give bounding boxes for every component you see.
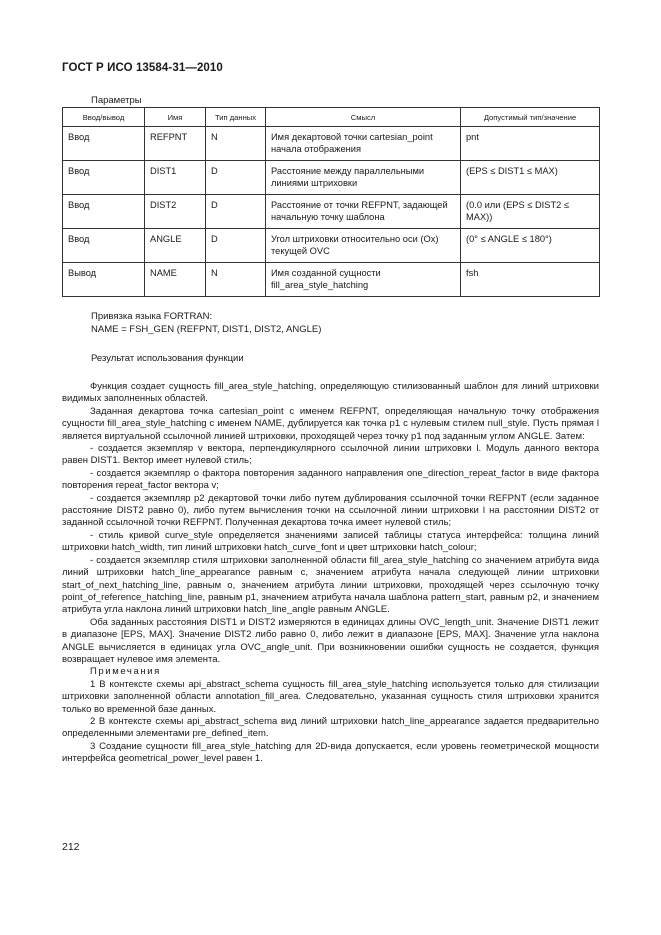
fortran-code: NAME = FSH_GEN (REFPNT, DIST1, DIST2, ANGLE) bbox=[91, 323, 322, 335]
body-paragraph: - создается экземпляр v вектора, перпендикулярного ссылочной линии штриховки l. Модуль данного вектора равен DIST1. Вектор имеет нулевой стиль; bbox=[62, 443, 599, 467]
cell-meaning: Имя созданной сущности fill_area_style_hatching bbox=[266, 263, 461, 297]
cell-name: REFPNT bbox=[145, 127, 206, 161]
body-paragraph: - стиль кривой curve_style определяется значениями записей таблицы статуса интерфейса: толщина линий штриховки hatch_width, тип линий штриховки hatch_curve_font и цвет штриховки hatch_colour; bbox=[62, 529, 599, 554]
cell-io: Ввод bbox=[63, 161, 145, 195]
note-item: 3 Создание сущности fill_area_style_hatching для 2D-вида допускается, если уровень геометрической мощности интерфейса geometrical_power_level равен 1. bbox=[62, 740, 599, 765]
cell-meaning: Расстояние от точки REFPNT, задающей начальную точку шаблона bbox=[266, 195, 461, 229]
cell-io: Ввод bbox=[63, 229, 145, 263]
body-paragraph: Заданная декартова точка cartesian_point с именем REFPNT, определяющая начальную точку отображения сущности fill_area_style_hatching с именем NAME, дублируется как точка p1 с нулевым стилем null_style. Пусть прямая l является виртуальной ссылочной линией штриховки, проходящей через точку p1 под заданным углом ANGLE. Затем: bbox=[62, 405, 599, 442]
table-row bbox=[63, 161, 600, 195]
body-paragraph: - создается экземпляр стиля штриховки заполненной области fill_area_style_hatching со значением атрибута вида линий штриховки hatch_line_appearance равным c, значением атрибута начала следующей линии штриховки start_of_next_hatching_line, равным o, значением атрибута линии штриховки, проходящей через ссылочную точку point_of_reference_hatching_line, равным p1, значением атрибута начала шаблона pattern_start, равным p2, и значением атрибута угла наклона линий штриховки hatch_line_angle равным ANGLE. bbox=[62, 554, 599, 616]
body-paragraph: - создается экземпляр p2 декартовой точки либо путем дублирования ссылочной точки REFPNT (если заданное расстояние DIST2 равно 0), либо путем вычисления точки на ссылочной линии штриховки l на расстоянии DIST2 от заданной ссылочной точки REFPNT. Полученная декартова точка имеет нулевой стиль; bbox=[62, 492, 599, 529]
table-header-row bbox=[63, 108, 600, 127]
cell-allowed: fsh bbox=[461, 263, 600, 297]
cell-meaning: Угол штриховки относительно оси (Ox) текущей OVC bbox=[266, 229, 461, 263]
cell-name: DIST1 bbox=[145, 161, 206, 195]
cell-allowed: (0° ≤ ANGLE ≤ 180°) bbox=[461, 229, 600, 263]
cell-io: Ввод bbox=[63, 127, 145, 161]
cell-type: N bbox=[206, 263, 266, 297]
cell-type: D bbox=[206, 195, 266, 229]
body-paragraph: Оба заданных расстояния DIST1 и DIST2 измеряются в единицах длины OVC_length_unit. Значение DIST1 лежит в диапазоне [EPS, MAX]. Значение DIST2 либо равно 0, либо лежит в диапазоне [EPS, MAX]. Значение угла наклона ANGLE вычисляется в единицах угла OVC_angle_unit. При возникновении ошибки сущность не создается, функция возвращает нулевое имя элемента. bbox=[62, 616, 599, 665]
column-header-type: Тип данных bbox=[206, 108, 266, 127]
fortran-binding bbox=[91, 311, 321, 336]
fortran-title: Привязка языка FORTRAN: bbox=[91, 311, 213, 322]
cell-meaning: Имя декартовой точки cartesian_point начала отображения bbox=[266, 127, 461, 161]
cell-type: D bbox=[206, 229, 266, 263]
table-row bbox=[63, 127, 600, 161]
column-header-name: Имя bbox=[145, 108, 206, 127]
cell-allowed: (0.0 или (EPS ≤ DIST2 ≤ MAX)) bbox=[461, 195, 600, 229]
table-row bbox=[63, 229, 600, 263]
column-header-allowed: Допустимый тип/значение bbox=[461, 108, 600, 127]
note-item: 1 В контексте схемы api_abstract_schema сущность fill_area_style_hatching используется только для стилизации штриховки заполненной области annotation_fill_area. Следовательно, указанная сущность стиля штриховки хранится только во временной базе данных. bbox=[62, 678, 599, 715]
cell-io: Вывод bbox=[63, 263, 145, 297]
cell-meaning: Расстояние между параллельными линиями штриховки bbox=[266, 161, 461, 195]
cell-allowed: (EPS ≤ DIST1 ≤ MAX) bbox=[461, 161, 600, 195]
body-text bbox=[62, 381, 599, 766]
note-item: 2 В контексте схемы api_abstract_schema вид линий штриховки hatch_line_appearance задается предварительно определенными элементами pre_defined_item. bbox=[62, 715, 599, 740]
table-row bbox=[63, 263, 600, 297]
cell-name: NAME bbox=[145, 263, 206, 297]
table-row bbox=[63, 195, 600, 229]
cell-name: ANGLE bbox=[145, 229, 206, 263]
column-header-io: Ввод/вывод bbox=[63, 108, 145, 127]
body-paragraph: - создается экземпляр o фактора повторения заданного направления one_direction_repeat_factor в виде фактора повторения repeat_factor вектора v; bbox=[62, 467, 599, 492]
result-title: Результат использования функции bbox=[91, 353, 244, 364]
cell-allowed: pnt bbox=[461, 127, 600, 161]
cell-type: D bbox=[206, 161, 266, 195]
page-number: 212 bbox=[62, 841, 80, 853]
notes-title: Примечания bbox=[90, 666, 161, 678]
body-paragraph: Функция создает сущность fill_area_style_hatching, определяющую стилизованный шаблон для линий штриховки видимых заполненных областей. bbox=[62, 381, 599, 405]
cell-io: Ввод bbox=[63, 195, 145, 229]
cell-type: N bbox=[206, 127, 266, 161]
column-header-meaning: Смысл bbox=[266, 108, 461, 127]
parameters-table bbox=[62, 107, 600, 297]
cell-name: DIST2 bbox=[145, 195, 206, 229]
document-header: ГОСТ Р ИСО 13584-31—2010 bbox=[62, 62, 223, 74]
parameters-title: Параметры bbox=[91, 95, 142, 106]
